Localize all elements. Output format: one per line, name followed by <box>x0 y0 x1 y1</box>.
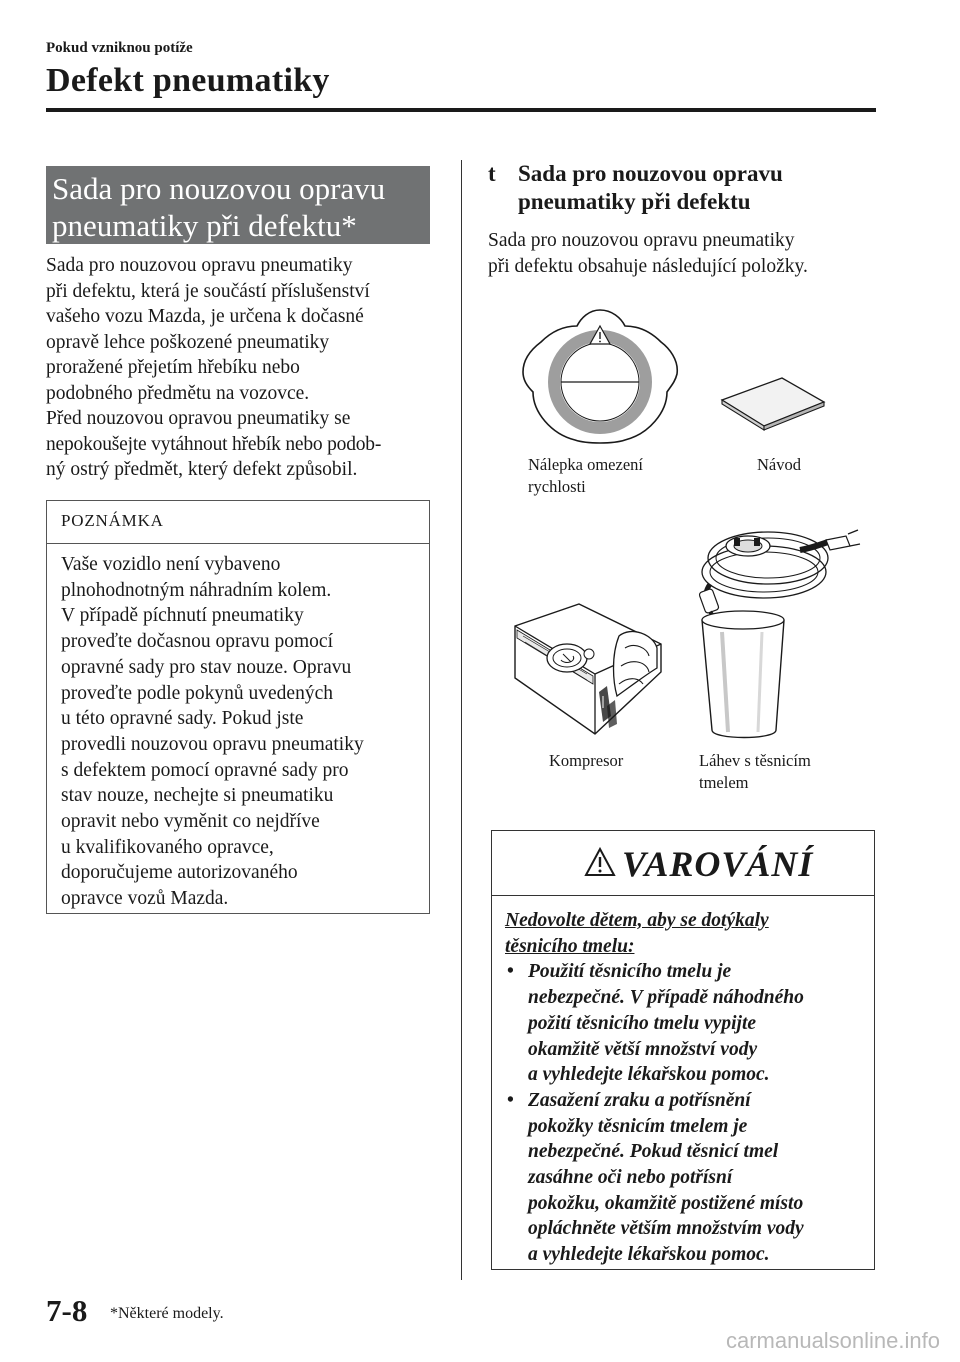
page-number: 7-8 <box>46 1293 88 1328</box>
note-line: V případě píchnutí pneumatiky <box>61 605 304 627</box>
warning-item <box>505 1088 862 1268</box>
bullet-dot: • <box>507 1089 514 1111</box>
body-line: ný ostrý předmět, který defekt způsobil. <box>46 459 358 480</box>
compressor-caption: Kompresor <box>549 751 624 770</box>
title-rule <box>46 108 876 112</box>
body-line: při defektu, která je součástí příslušenství <box>46 280 370 302</box>
note-line: u této opravné sady. Pokud jste <box>61 708 304 730</box>
warning-item-line: okamžitě větší množství vody <box>528 1038 758 1060</box>
warning-item <box>505 959 862 1088</box>
warning-title: VAROVÁNÍ <box>622 844 814 884</box>
warning-item-line: zasáhne oči nebo potřísní <box>528 1167 733 1189</box>
watermark: carmanualsonline.info <box>725 1328 940 1353</box>
sticker-caption <box>528 454 643 498</box>
warning-box <box>491 830 875 1270</box>
warning-item-line: Zasažení zraku a potřísnění <box>528 1089 751 1111</box>
note-line: opravit nebo vyměnit co nejdříve <box>61 811 320 833</box>
warning-list <box>505 959 862 1267</box>
body-line: nepokoušejte vytáhnout hřebík nebo podob- <box>46 433 382 455</box>
section-heading-line: Sada pro nouzovou opravu <box>52 171 386 206</box>
section-body <box>46 253 436 483</box>
warning-triangle-icon <box>584 847 616 877</box>
warning-body <box>492 896 874 1268</box>
warning-item-line: a vyhledejte lékařskou pomoc. <box>528 1244 770 1266</box>
warning-item-line: a vyhledejte lékařskou pomoc. <box>528 1064 770 1086</box>
warning-item-line: Použití těsnicího tmelu je <box>528 961 732 983</box>
note-line: s defektem pomocí opravné sady pro <box>61 759 349 781</box>
subsection-heading-line: Sada pro nouzovou opravu <box>518 161 783 186</box>
caption-line: rychlosti <box>528 477 586 496</box>
warning-item-line: požití těsnicího tmelu vypijte <box>528 1012 757 1034</box>
subsection-intro <box>488 228 878 279</box>
note-line: proveďte dočasnou opravu pomocí <box>61 631 333 653</box>
section-heading <box>46 166 430 244</box>
warning-lead-line: Nedovolte dětem, aby se dotýkaly <box>505 910 769 931</box>
note-title: POZNÁMKA <box>47 501 429 544</box>
warning-item-line: opláchněte větším množstvím vody <box>528 1218 804 1240</box>
caption-line: Nálepka omezení <box>528 455 643 474</box>
note-line: proveďte podle pokynů uvedených <box>61 682 333 704</box>
intro-line: Sada pro nouzovou opravu pneumatiky <box>488 230 795 251</box>
column-divider <box>461 160 462 1280</box>
warning-item-line: nebezpečné. Pokud těsnicí tmel <box>528 1141 779 1163</box>
note-line: opravce vozů Mazda. <box>61 888 229 910</box>
caption-line: Láhev s těsnicím <box>699 751 811 770</box>
bottle-caption <box>699 750 811 794</box>
subsection-bullet: t <box>488 161 496 186</box>
subsection-heading <box>488 160 858 216</box>
sealant-bottle-illustration <box>688 520 870 746</box>
body-line: Sada pro nouzovou opravu pneumatiky <box>46 255 353 276</box>
body-line: Před nouzovou opravou pneumatiky se <box>46 408 351 429</box>
footnote: *Některé modely. <box>110 1305 224 1322</box>
subsection-heading-line: pneumatiky při defektu <box>518 189 751 214</box>
caption-line: tmelem <box>699 773 749 792</box>
body-line: opravě lehce poškozené pneumatiky <box>46 331 330 353</box>
note-line: doporučujeme autorizovaného <box>61 862 298 884</box>
warning-header <box>492 831 874 896</box>
note-line: provedli nouzovou opravu pneumatiky <box>61 733 364 755</box>
note-line: plnohodnotným náhradním kolem. <box>61 579 332 601</box>
note-line: opravné sady pro stav nouze. Opravu <box>61 656 352 678</box>
note-line: u kvalifikovaného opravce, <box>61 836 274 858</box>
manual-caption: Návod <box>757 455 801 474</box>
breadcrumb: Pokud vzniknou potíže <box>46 40 193 56</box>
warning-item-line: pokožky těsnicím tmelem je <box>528 1115 748 1137</box>
bullet-dot: • <box>507 961 514 983</box>
intro-line: při defektu obsahuje následující položky. <box>488 255 808 277</box>
warning-lead-line: těsnicího tmelu: <box>505 935 635 957</box>
note-body <box>47 544 429 912</box>
warning-item-line: pokožku, okamžitě postižené místo <box>528 1192 804 1214</box>
body-line: podobného předmětu na vozovce. <box>46 382 310 404</box>
body-line: proražené přejetím hřebíku nebo <box>46 357 300 378</box>
section-heading-line: pneumatiky při defektu* <box>52 208 357 243</box>
note-box <box>46 500 430 914</box>
manual-booklet-illustration <box>716 374 828 436</box>
body-line: vašeho vozu Mazda, je určena k dočasné <box>46 306 364 327</box>
speed-limit-sticker-illustration <box>517 302 683 448</box>
page-title: Defekt pneumatiky <box>46 62 330 99</box>
warning-item-line: nebezpečné. V případě náhodného <box>528 987 804 1009</box>
compressor-illustration <box>507 596 669 738</box>
note-line: stav nouze, nechejte si pneumatiku <box>61 785 334 807</box>
note-line: Vaše vozidlo není vybaveno <box>61 554 281 575</box>
